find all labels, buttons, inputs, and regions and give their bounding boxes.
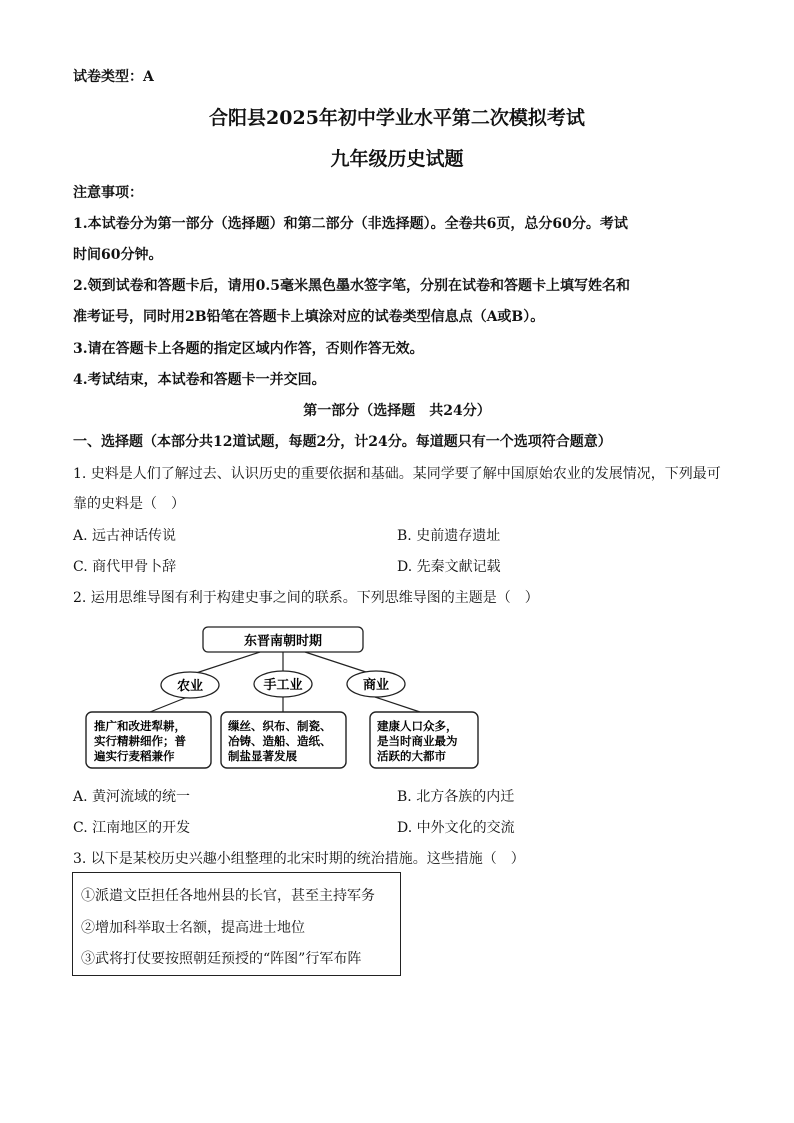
mind-map-root-label: 东晋南朝时期 xyxy=(243,634,323,649)
q2-option-d: D. 中外文化的交流 xyxy=(397,820,515,836)
q2-option-a: A. 黄河流域的统一 xyxy=(73,789,191,805)
q1-option-a: A. 远古神话传说 xyxy=(73,528,177,544)
exam-subtitle: 九年级历史试题 xyxy=(330,148,464,170)
q2-option-b: B. 北方各族的内迁 xyxy=(397,789,515,805)
q1-option-b: B. 史前遗存遗址 xyxy=(397,528,501,544)
q1-stem-line-1: 1. 史料是人们了解过去、认识历史的重要依据和基础。某同学要了解中国原始农业的发展情况，下列最可 xyxy=(73,466,721,482)
box-agriculture-line-1: 推广和改进犁耕， xyxy=(94,719,186,733)
box-commerce-line-1: 建康人口众多， xyxy=(377,719,458,733)
mind-map-node-handicraft-label: 手工业 xyxy=(263,678,303,693)
exam-title: 合阳县2025年初中学业水平第二次模拟考试 xyxy=(209,107,585,129)
box-agriculture-line-2: 实行精耕细作；普 xyxy=(94,734,186,748)
q2-option-c: C. 江南地区的开发 xyxy=(73,820,191,836)
q3-measure-2: ②增加科举取士名额，提高进士地位 xyxy=(81,920,305,936)
box-handicraft-line-1: 缫丝、织布、制瓷、 xyxy=(228,719,332,733)
q3-measure-3: ③武将打仗要按照朝廷预授的“阵图”行军布阵 xyxy=(81,951,362,967)
note-1-line-1: 1.本试卷分为第一部分（选择题）和第二部分（非选择题）。全卷共6页，总分60分。考试 xyxy=(73,216,628,232)
q2-stem: 2. 运用思维导图有利于构建史事之间的联系。下列思维导图的主题是（ ） xyxy=(73,590,539,606)
box-commerce-line-2: 是当时商业最为 xyxy=(377,734,458,748)
box-agriculture-line-3: 遍实行麦稻兼作 xyxy=(94,749,175,763)
note-2-line-1: 2.领到试卷和答题卡后，请用0.5毫米黑色墨水签字笔，分别在试卷和答题卡上填写姓名和 xyxy=(73,278,630,294)
note-3: 3.请在答题卡上各题的指定区域内作答，否则作答无效。 xyxy=(73,341,424,357)
mind-map-diagram xyxy=(0,618,794,778)
note-1-line-2: 时间60分钟。 xyxy=(73,247,163,263)
mind-map-node-agriculture-label: 农业 xyxy=(176,679,204,694)
q3-stem: 3. 以下是某校历史兴趣小组整理的北宋时期的统治措施。这些措施（ ） xyxy=(73,851,525,867)
paper-type: 试卷类型：A xyxy=(73,69,154,85)
note-4: 4.考试结束，本试卷和答题卡一并交回。 xyxy=(73,372,326,388)
section-heading: 一、选择题（本部分共12道试题，每题2分，计24分。每道题只有一个选项符合题意） xyxy=(73,434,612,450)
box-handicraft-line-2: 冶铸、造船、造纸、 xyxy=(228,734,332,748)
q3-measures-box xyxy=(72,872,401,976)
q1-option-c: C. 商代甲骨卜辞 xyxy=(73,559,177,575)
q1-option-d: D. 先秦文献记载 xyxy=(397,559,501,575)
notes-heading: 注意事项： xyxy=(73,185,143,201)
box-handicraft-line-3: 制盐显著发展 xyxy=(228,749,297,763)
mind-map-node-commerce-label: 商业 xyxy=(362,678,390,693)
q3-measure-1: ①派遣文臣担任各地州县的长官，甚至主持军务 xyxy=(81,888,375,904)
note-2-line-2: 准考证号，同时用2B铅笔在答题卡上填涂对应的试卷类型信息点（A或B）。 xyxy=(73,309,545,325)
q1-stem-line-2: 靠的史料是（ ） xyxy=(73,496,185,512)
part1-heading: 第一部分（选择题 共24分） xyxy=(303,403,491,419)
box-commerce-line-3: 活跃的大都市 xyxy=(377,749,446,763)
